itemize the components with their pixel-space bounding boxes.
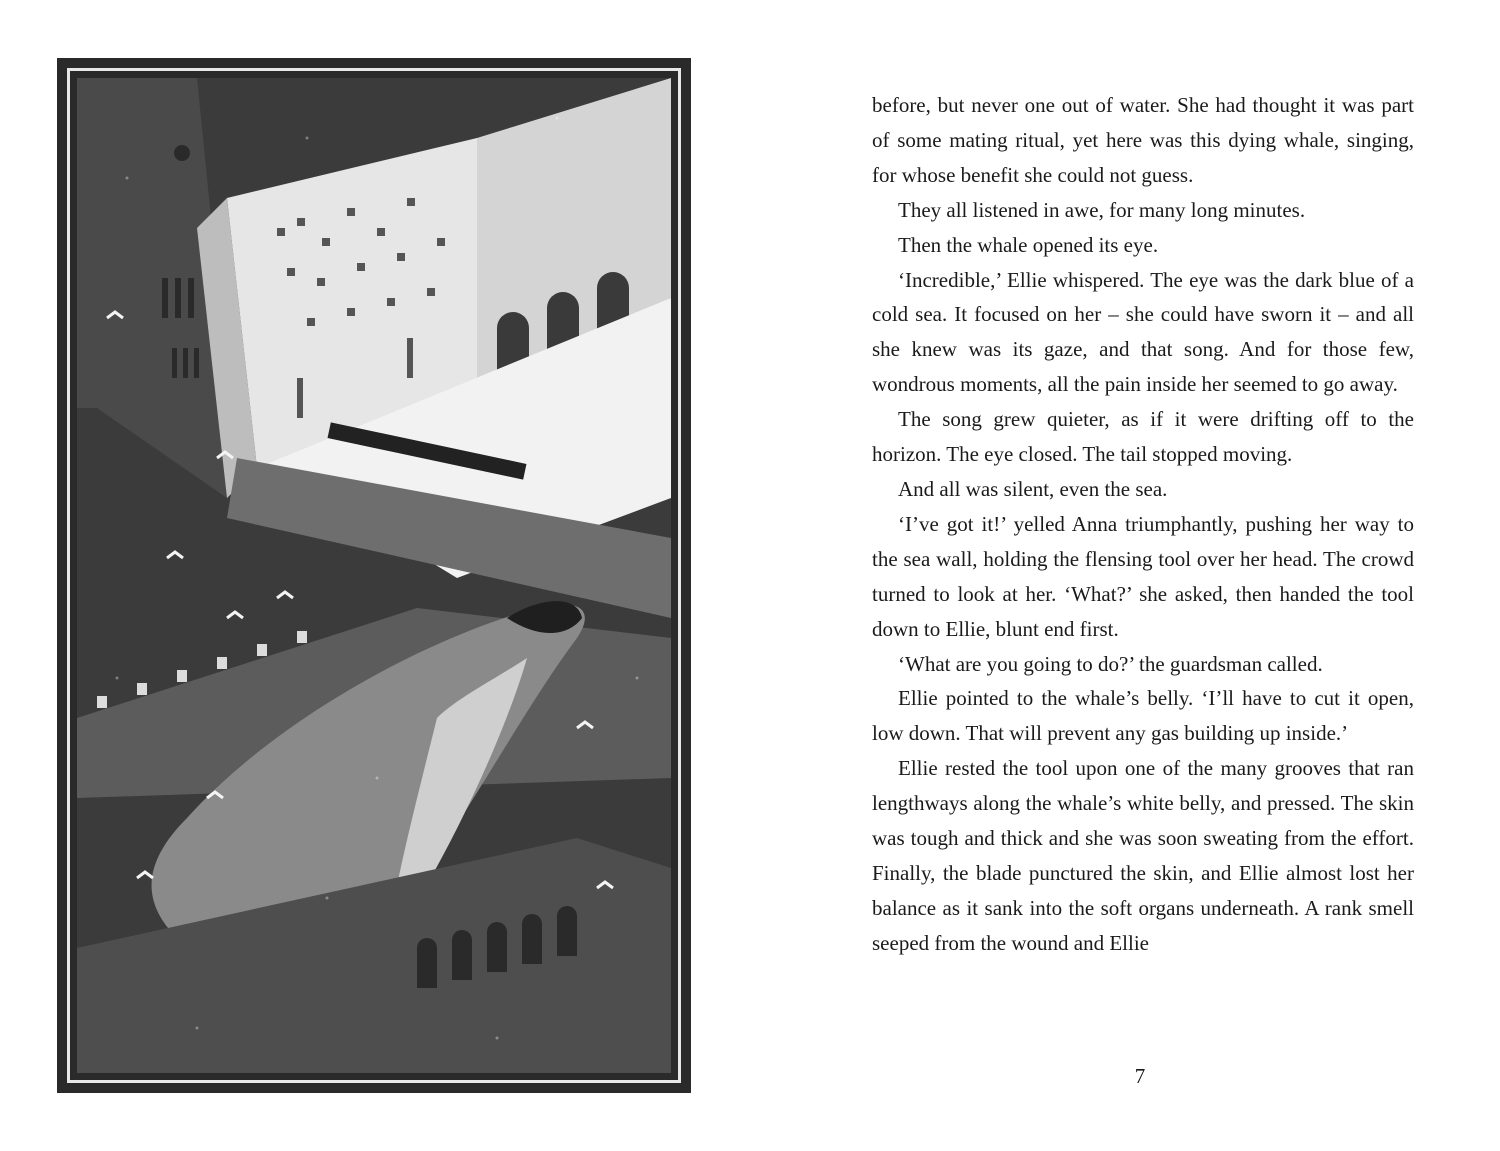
illustration-frame xyxy=(57,58,691,1093)
paragraph: The song grew quieter, as if it were drifting off to the horizon. The eye closed. The tail stopped moving. xyxy=(872,407,1414,467)
paragraph: And all was silent, even the sea. xyxy=(898,476,1168,501)
paragraph: Ellie rested the tool upon one of the many grooves that ran lengthways along the whale’s white belly, and pressed. The skin was tough and thick and she was soon sweating from the effort. Finally, the blade punctured the skin, and Ellie almost lost her balance as it sank into the soft organs underneath. A rank smell seeped from the wound and Ellie xyxy=(872,756,1414,955)
paragraph: Ellie pointed to the whale’s belly. ‘I’ll have to cut it open, low down. That will prevent any gas building up inside.’ xyxy=(872,686,1414,746)
whale-harbour-illustration xyxy=(77,78,671,1073)
text-column xyxy=(872,88,1414,961)
paragraph: before, but never one out of water. She had thought it was part of some mating ritual, yet here was this dying whale, singing, for whose benefit she could not guess. xyxy=(872,93,1414,187)
page-number: 7 xyxy=(1134,1064,1146,1088)
paragraph: ‘I’ve got it!’ yelled Anna triumphantly, pushing her way to the sea wall, holding the flensing tool over her head. The crowd turned to look at her. ‘What?’ she asked, then handed the tool down to Ellie, blunt end first. xyxy=(872,511,1414,641)
paragraph: ‘What are you going to do?’ the guardsman called. xyxy=(898,651,1323,676)
paragraph: They all listened in awe, for many long minutes. xyxy=(898,197,1306,222)
paragraph: Then the whale opened its eye. xyxy=(898,232,1159,257)
paragraph: ‘Incredible,’ Ellie whispered. The eye was the dark blue of a cold sea. It focused on her – she could have sworn it – and all she knew was its gaze, and that song. And for those few, wondrous moments, all the pain inside her seemed to go away. xyxy=(872,267,1414,397)
